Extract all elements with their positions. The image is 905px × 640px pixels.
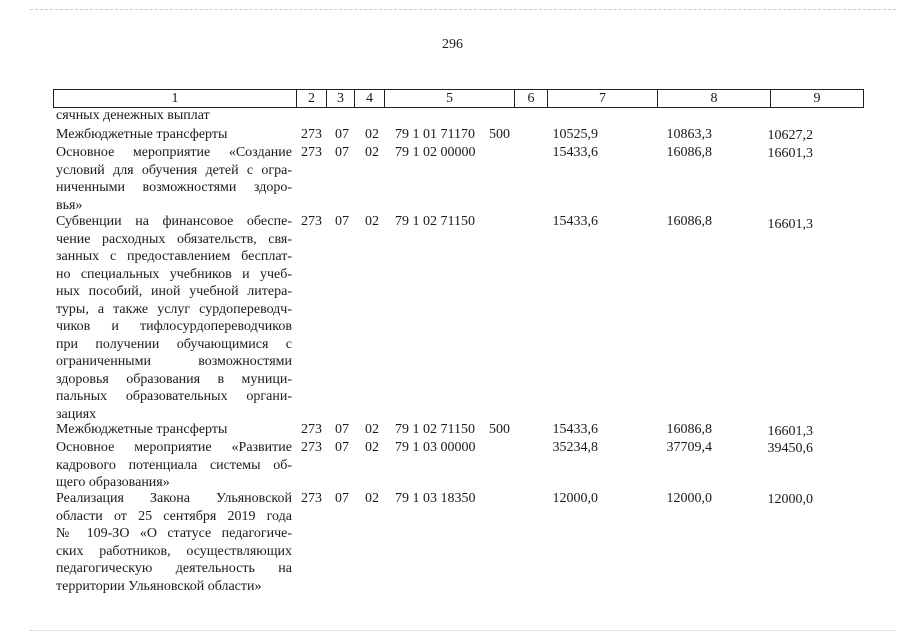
- row-code-target: 79 1 02 71150: [395, 214, 475, 229]
- row-code-target: 79 1 03 18350: [395, 491, 476, 506]
- row-code-ministry: 273: [301, 145, 322, 160]
- row-code-section: 07: [335, 145, 349, 160]
- row-amount-year3: 39450,6: [767, 441, 813, 456]
- row-name-line: территории Ульяновской области»: [56, 578, 262, 594]
- row-name-line: занных с предоставлением бесплат-: [56, 249, 292, 264]
- row-amount-year3: 16601,3: [767, 146, 813, 161]
- row-amount-year1: 10525,9: [552, 127, 598, 142]
- row-amount-year2: 37709,4: [666, 440, 712, 455]
- row-name-line: ных пособий, иной учебной литера-: [56, 284, 292, 299]
- row-name-line: Основное мероприятие «Создание: [56, 145, 292, 160]
- row-amount-year2: 16086,8: [666, 422, 712, 437]
- row-amount-year1: 15433,6: [552, 145, 598, 160]
- row-name-line: ограниченными возможностями: [56, 354, 292, 369]
- row-name: [56, 144, 292, 214]
- row-name-line: пальных образовательных органи-: [56, 389, 292, 404]
- row-name-line: Субвенции на финансовое обеспе-: [56, 214, 292, 229]
- row-name-line: кадрового потенциала системы об-: [56, 457, 292, 473]
- row-code-subsection: 02: [365, 440, 379, 455]
- column-header-6: 6: [515, 90, 548, 108]
- row-name-line: чиков и тифлосурдопереводчиков: [56, 319, 292, 334]
- row-name-line: № 109-ЗО «О статусе педагогиче-: [56, 526, 292, 541]
- row-name: [56, 421, 292, 439]
- row-amount-year3: 10627,2: [767, 128, 813, 143]
- row-code-ministry: 273: [301, 422, 322, 437]
- row-code-subsection: 02: [365, 127, 379, 142]
- column-header-5: 5: [385, 90, 515, 108]
- row-name: [56, 126, 292, 144]
- row-name: [56, 213, 292, 423]
- row-amount-year2: 12000,0: [666, 491, 712, 506]
- row-code-subsection: 02: [365, 214, 379, 229]
- row-amount-year2: 16086,8: [666, 145, 712, 160]
- column-header-3: 3: [327, 90, 355, 108]
- row-name-line: условий для обучения детей с огра-: [56, 162, 292, 178]
- row-code-subsection: 02: [365, 491, 379, 506]
- row-amount-year3: 12000,0: [767, 492, 813, 507]
- row-name-line: Реализация Закона Ульяновской: [56, 491, 292, 506]
- row-name-line: чение расходных обязательств, свя-: [56, 231, 292, 247]
- row-name: [56, 490, 292, 595]
- row-code-target: 79 1 03 00000: [395, 440, 476, 455]
- row-amount-year1: 12000,0: [552, 491, 598, 506]
- column-header-2: 2: [297, 90, 327, 108]
- row-code-target: 79 1 01 71170: [395, 127, 475, 142]
- row-name-line: при получении обучающимися с: [56, 336, 292, 352]
- row-code-section: 07: [335, 214, 349, 229]
- column-header-9: 9: [771, 90, 864, 108]
- row-name-line: ниченными возможностями здоро-: [56, 180, 292, 195]
- row-name-line: зациях: [56, 406, 97, 422]
- row-code-ministry: 273: [301, 127, 322, 142]
- column-header-4: 4: [355, 90, 385, 108]
- row-name-line: сячных денежных выплат: [56, 108, 210, 123]
- row-code-section: 07: [335, 491, 349, 506]
- row-code-section: 07: [335, 127, 349, 142]
- row-name-line: Основное мероприятие «Развитие: [56, 440, 292, 455]
- row-name-line: ских работников, осуществляющих: [56, 543, 292, 559]
- row-amount-year3: 16601,3: [767, 217, 813, 232]
- row-name-line: щего образования»: [56, 475, 170, 490]
- row-code-subsection: 02: [365, 422, 379, 437]
- row-code-target: 79 1 02 00000: [395, 145, 476, 160]
- row-code-ministry: 273: [301, 440, 322, 455]
- row-name: [56, 439, 292, 492]
- column-header-1: 1: [54, 90, 297, 108]
- row-name-line: здоровья образования в муници-: [56, 371, 292, 387]
- page-number: 296: [442, 37, 463, 52]
- row-code-section: 07: [335, 440, 349, 455]
- row-name-line: туры, а также услуг сурдопереводч-: [56, 301, 292, 317]
- row-name: [56, 107, 292, 125]
- row-name-line: области от 25 сентября 2019 года: [56, 508, 292, 524]
- row-name-line: Межбюджетные трансферты: [56, 127, 228, 142]
- row-code-subsection: 02: [365, 145, 379, 160]
- row-amount-year1: 15433,6: [552, 214, 598, 229]
- row-code-ministry: 273: [301, 491, 322, 506]
- row-amount-year1: 35234,8: [552, 440, 598, 455]
- row-code-ministry: 273: [301, 214, 322, 229]
- row-code-expense-type: 500: [489, 422, 510, 437]
- row-name-line: но специальных учебников и учеб-: [56, 266, 292, 282]
- row-code-expense-type: 500: [489, 127, 510, 142]
- row-name-line: педагогическую деятельность на: [56, 561, 292, 576]
- row-amount-year3: 16601,3: [767, 424, 813, 439]
- row-code-target: 79 1 02 71150: [395, 422, 475, 437]
- scan-edge-bottom: [30, 630, 896, 631]
- row-name-line: Межбюджетные трансферты: [56, 422, 228, 437]
- column-header-7: 7: [548, 90, 658, 108]
- row-amount-year1: 15433,6: [552, 422, 598, 437]
- row-code-section: 07: [335, 422, 349, 437]
- column-header-8: 8: [658, 90, 771, 108]
- row-amount-year2: 10863,3: [666, 127, 712, 142]
- row-amount-year2: 16086,8: [666, 214, 712, 229]
- row-name-line: вья»: [56, 197, 83, 213]
